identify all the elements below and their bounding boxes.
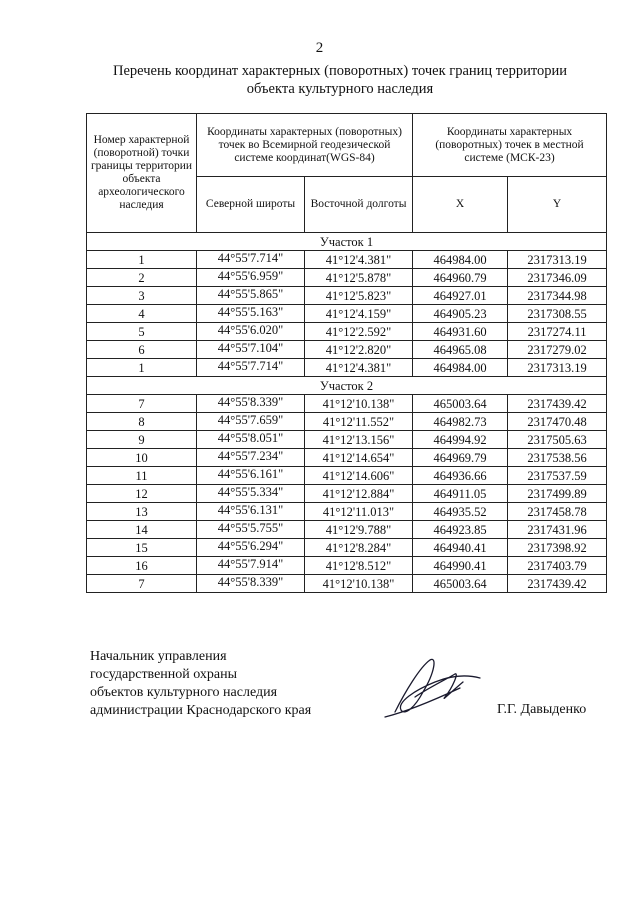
cell-point-number: 11 [87,467,197,485]
cell-point-number: 9 [87,431,197,449]
cell-y: 2317538.56 [508,449,607,467]
signer-title-line-1: Начальник управления [90,649,227,664]
table-row [87,485,607,503]
signer-title-line-4: администрации Краснодарского края [90,703,312,718]
document-title [60,62,620,98]
cell-north-lat: 44°55'7.659" [197,413,305,431]
cell-east-lon: 41°12'11.013" [305,503,413,521]
cell-east-lon: 41°12'5.823" [305,287,413,305]
table-row [87,341,607,359]
table-row [87,359,607,377]
cell-x: 465003.64 [413,395,508,413]
title-line-2: объекта культурного наследия [246,81,434,97]
cell-x: 464931.60 [413,323,508,341]
cell-north-lat: 44°55'7.914" [197,557,305,575]
cell-north-lat: 44°55'6.161" [197,467,305,485]
table-row [87,449,607,467]
cell-east-lon: 41°12'13.156" [305,431,413,449]
cell-x: 464982.73 [413,413,508,431]
table-row [87,395,607,413]
table-row [87,269,607,287]
cell-y: 2317308.55 [508,305,607,323]
section-title: Участок 1 [87,233,607,251]
cell-y: 2317344.98 [508,287,607,305]
cell-y: 2317470.48 [508,413,607,431]
cell-point-number: 1 [87,251,197,269]
table-row [87,575,607,593]
cell-y: 2317505.63 [508,431,607,449]
cell-y: 2317439.42 [508,395,607,413]
cell-north-lat: 44°55'5.865" [197,287,305,305]
header-local-group: Координаты характерных (поворотных) точек в местной системе (МСК-23) [413,114,607,177]
cell-east-lon: 41°12'4.159" [305,305,413,323]
cell-north-lat: 44°55'6.131" [197,503,305,521]
cell-point-number: 12 [87,485,197,503]
table-row [87,323,607,341]
cell-point-number: 16 [87,557,197,575]
cell-y: 2317274.11 [508,323,607,341]
cell-point-number: 2 [87,269,197,287]
cell-y: 2317403.79 [508,557,607,575]
cell-north-lat: 44°55'5.163" [197,305,305,323]
cell-north-lat: 44°55'6.294" [197,539,305,557]
cell-point-number: 10 [87,449,197,467]
cell-north-lat: 44°55'7.714" [197,359,305,377]
cell-east-lon: 41°12'4.381" [305,359,413,377]
cell-north-lat: 44°55'7.714" [197,251,305,269]
cell-y: 2317458.78 [508,503,607,521]
cell-north-lat: 44°55'7.104" [197,341,305,359]
header-point-number: Номер характерной (поворотной) точки границы территории объекта археологического наследия [87,114,197,233]
table-row [87,431,607,449]
cell-point-number: 7 [87,395,197,413]
signer-name: Г.Г. Давыденко [497,702,587,717]
cell-y: 2317499.89 [508,485,607,503]
cell-east-lon: 41°12'2.820" [305,341,413,359]
cell-x: 464984.00 [413,359,508,377]
cell-east-lon: 41°12'5.878" [305,269,413,287]
cell-x: 464960.79 [413,269,508,287]
cell-point-number: 6 [87,341,197,359]
cell-y: 2317537.59 [508,467,607,485]
table-row [87,539,607,557]
section-header-row [87,233,607,251]
cell-east-lon: 41°12'8.284" [305,539,413,557]
cell-point-number: 13 [87,503,197,521]
cell-x: 464990.41 [413,557,508,575]
cell-x: 464905.23 [413,305,508,323]
cell-north-lat: 44°55'8.339" [197,395,305,413]
table-row [87,521,607,539]
cell-x: 464994.92 [413,431,508,449]
cell-east-lon: 41°12'10.138" [305,395,413,413]
cell-y: 2317279.02 [508,341,607,359]
cell-east-lon: 41°12'11.552" [305,413,413,431]
cell-north-lat: 44°55'5.755" [197,521,305,539]
cell-x: 464936.66 [413,467,508,485]
cell-x: 464935.52 [413,503,508,521]
table-row [87,287,607,305]
section-header-row [87,377,607,395]
page-number: 2 [315,40,324,56]
cell-x: 464923.85 [413,521,508,539]
cell-x: 464927.01 [413,287,508,305]
section-title: Участок 2 [87,377,607,395]
cell-east-lon: 41°12'14.654" [305,449,413,467]
cell-y: 2317439.42 [508,575,607,593]
header-x: X [413,177,508,233]
table-row [87,503,607,521]
cell-east-lon: 41°12'14.606" [305,467,413,485]
cell-north-lat: 44°55'8.339" [197,575,305,593]
cell-x: 464969.79 [413,449,508,467]
cell-x: 465003.64 [413,575,508,593]
title-line-1: Перечень координат характерных (поворотных) точек границ территории [112,63,568,79]
table-row [87,413,607,431]
header-row-1 [87,114,607,177]
cell-north-lat: 44°55'5.334" [197,485,305,503]
cell-y: 2317313.19 [508,359,607,377]
table-body [87,233,607,593]
signature-block [90,648,311,720]
cell-point-number: 14 [87,521,197,539]
header-wgs-group: Координаты характерных (поворотных) точек во Всемирной геодезической системе координат(WGS-84) [197,114,413,177]
cell-north-lat: 44°55'6.020" [197,323,305,341]
cell-point-number: 3 [87,287,197,305]
cell-y: 2317313.19 [508,251,607,269]
cell-x: 464940.41 [413,539,508,557]
cell-point-number: 15 [87,539,197,557]
table-row [87,305,607,323]
cell-east-lon: 41°12'4.381" [305,251,413,269]
cell-east-lon: 41°12'2.592" [305,323,413,341]
cell-north-lat: 44°55'6.959" [197,269,305,287]
cell-y: 2317346.09 [508,269,607,287]
cell-east-lon: 41°12'9.788" [305,521,413,539]
table-row [87,251,607,269]
cell-east-lon: 41°12'12.884" [305,485,413,503]
cell-point-number: 1 [87,359,197,377]
handwritten-signature [375,652,490,722]
cell-point-number: 8 [87,413,197,431]
cell-x: 464965.08 [413,341,508,359]
signer-title-line-2: государственной охраны [90,667,238,682]
header-east-lon: Восточной долготы [305,177,413,233]
cell-x: 464911.05 [413,485,508,503]
cell-east-lon: 41°12'8.512" [305,557,413,575]
cell-point-number: 5 [87,323,197,341]
coordinates-table [86,113,607,593]
cell-y: 2317398.92 [508,539,607,557]
cell-point-number: 4 [87,305,197,323]
header-y: Y [508,177,607,233]
table-row [87,557,607,575]
signer-title-line-3: объектов культурного наследия [90,685,278,700]
cell-east-lon: 41°12'10.138" [305,575,413,593]
cell-north-lat: 44°55'8.051" [197,431,305,449]
table-row [87,467,607,485]
header-north-lat: Северной широты [197,177,305,233]
cell-y: 2317431.96 [508,521,607,539]
cell-north-lat: 44°55'7.234" [197,449,305,467]
cell-point-number: 7 [87,575,197,593]
cell-x: 464984.00 [413,251,508,269]
